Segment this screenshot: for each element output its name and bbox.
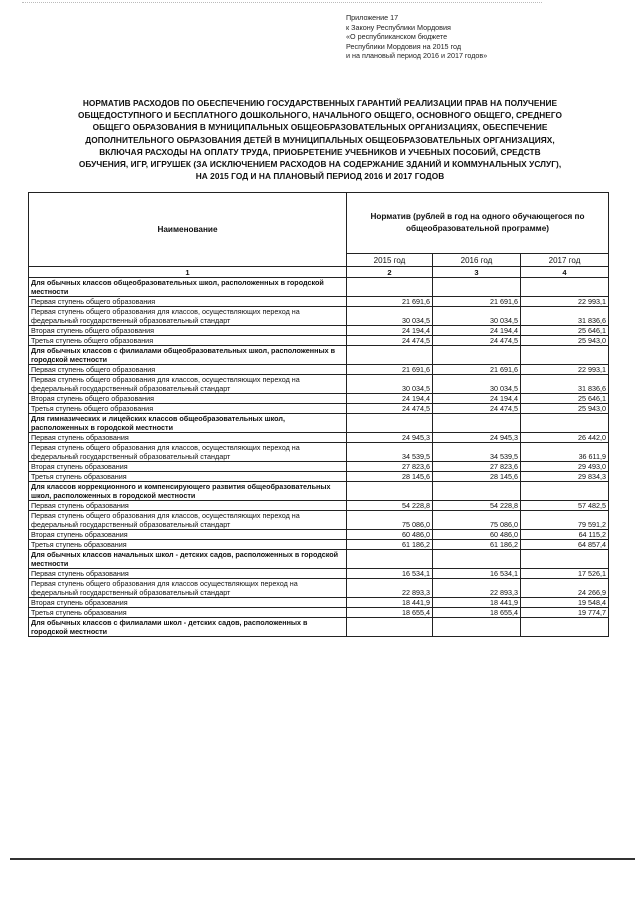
value-2016-cell: 22 893,3 [433, 579, 521, 598]
row-name-cell: Для обычных классов с филиалами общеобразовательных школ, расположенных в городской местности [29, 346, 347, 365]
table-row [29, 394, 609, 404]
value-2017-cell: 25 943,0 [521, 336, 609, 346]
row-name-cell: Третья ступень образования [29, 540, 347, 550]
annex-line: «О республиканском бюджете [346, 32, 448, 42]
value-2015-cell: 18 655,4 [347, 608, 433, 618]
value-2017-cell: 31 836,6 [521, 375, 609, 394]
value-2015-cell: 61 186,2 [347, 540, 433, 550]
value-2017-cell: 29 493,0 [521, 462, 609, 472]
value-2016-cell: 24 474,5 [433, 336, 521, 346]
value-2017-cell: 25 943,0 [521, 404, 609, 414]
value-2015-cell: 28 145,6 [347, 472, 433, 482]
table-row [29, 443, 609, 462]
group-header-row [29, 618, 609, 637]
value-2017-cell [521, 278, 609, 297]
group-header-row [29, 414, 609, 433]
value-2015-cell: 30 034,5 [347, 375, 433, 394]
header-year-2015: 2015 год [347, 254, 433, 267]
row-name-cell: Первая ступень общего образования [29, 365, 347, 375]
header-norm: Норматив (рублей в год на одного обучающегося по общеобразовательной программе) [347, 193, 609, 254]
value-2015-cell: 21 691,6 [347, 365, 433, 375]
value-2015-cell: 34 539,5 [347, 443, 433, 462]
row-name-cell: Первая ступень общего образования для классов, осуществляющих переход на федеральный государственный образовательный стандарт [29, 307, 347, 326]
value-2017-cell: 26 442,0 [521, 433, 609, 443]
value-2015-cell: 21 691,6 [347, 297, 433, 307]
value-2015-cell [347, 414, 433, 433]
value-2017-cell: 36 611,9 [521, 443, 609, 462]
title-line: ОБУЧЕНИЯ, ИГР, ИГРУШЕК (ЗА ИСКЛЮЧЕНИЕМ РАСХОДОВ НА СОДЕРЖАНИЕ ЗДАНИЙ И КОММУНАЛЬНЫХ УСЛУГ), [78, 159, 562, 170]
table-row [29, 501, 609, 511]
value-2017-cell: 22 993,1 [521, 297, 609, 307]
value-2016-cell: 21 691,6 [433, 365, 521, 375]
table-row [29, 608, 609, 618]
value-2017-cell [521, 414, 609, 433]
scan-bottom-border [10, 858, 635, 860]
row-name-cell: Для обычных классов общеобразовательных школ, расположенных в городской местности [29, 278, 347, 297]
value-2015-cell [347, 482, 433, 501]
table-row [29, 462, 609, 472]
annex-line: и на плановый период 2016 и 2017 годов» [346, 51, 488, 61]
document-title [20, 97, 620, 182]
row-name-cell: Для обычных классов с филиалами школ - детских садов, расположенных в городской местности [29, 618, 347, 637]
table-row [29, 365, 609, 375]
annex-line: Приложение 17 [346, 13, 399, 22]
header-name: Наименование [29, 193, 347, 267]
value-2017-cell: 19 548,4 [521, 598, 609, 608]
value-2017-cell: 29 834,3 [521, 472, 609, 482]
value-2015-cell [347, 346, 433, 365]
row-name-cell: Первая ступень общего образования [29, 297, 347, 307]
row-name-cell: Первая ступень общего образования для классов осуществляющих переход на федеральный государственный образовательный стандарт [29, 579, 347, 598]
value-2016-cell: 21 691,6 [433, 297, 521, 307]
value-2016-cell: 24 945,3 [433, 433, 521, 443]
title-line: ВКЛЮЧАЯ РАСХОДЫ НА ОПЛАТУ ТРУДА, ПРИОБРЕТЕНИЕ УЧЕБНИКОВ И УЧЕБНЫХ ПОСОБИЙ, СРЕДСТВ [99, 146, 541, 157]
group-header-row [29, 346, 609, 365]
value-2015-cell: 16 534,1 [347, 569, 433, 579]
value-2017-cell: 79 591,2 [521, 511, 609, 530]
row-name-cell: Вторая ступень образования [29, 598, 347, 608]
value-2017-cell: 25 646,1 [521, 326, 609, 336]
value-2017-cell [521, 550, 609, 569]
table-row [29, 326, 609, 336]
value-2016-cell: 34 539,5 [433, 443, 521, 462]
value-2016-cell: 54 228,8 [433, 501, 521, 511]
value-2015-cell: 75 086,0 [347, 511, 433, 530]
header-col-number: 3 [433, 267, 521, 278]
value-2016-cell [433, 346, 521, 365]
table-body [29, 278, 609, 637]
value-2016-cell: 24 194,4 [433, 394, 521, 404]
table-row [29, 307, 609, 326]
value-2016-cell [433, 482, 521, 501]
annex-line: Республики Мордовия на 2015 год [346, 41, 462, 51]
value-2016-cell: 61 186,2 [433, 540, 521, 550]
value-2016-cell: 75 086,0 [433, 511, 521, 530]
header-year-2017: 2017 год [521, 254, 609, 267]
value-2016-cell [433, 550, 521, 569]
row-name-cell: Для гимназических и лицейских классов общеобразовательных школ, расположенных в городской местности [29, 414, 347, 433]
value-2017-cell [521, 482, 609, 501]
value-2015-cell: 24 474,5 [347, 336, 433, 346]
value-2015-cell: 54 228,8 [347, 501, 433, 511]
value-2016-cell [433, 278, 521, 297]
table-row [29, 530, 609, 540]
value-2015-cell [347, 550, 433, 569]
value-2016-cell: 24 474,5 [433, 404, 521, 414]
value-2017-cell: 25 646,1 [521, 394, 609, 404]
group-header-row [29, 278, 609, 297]
value-2017-cell [521, 618, 609, 637]
title-line: ДОПОЛНИТЕЛЬНОГО ОБРАЗОВАНИЯ ДЕТЕЙ В МУНИЦИПАЛЬНЫХ ОБЩЕОБРАЗОВАТЕЛЬНЫХ ОРГАНИЗАЦИЯХ, [85, 134, 555, 145]
value-2015-cell: 60 486,0 [347, 530, 433, 540]
value-2017-cell: 64 857,4 [521, 540, 609, 550]
table-row [29, 472, 609, 482]
value-2017-cell: 57 482,5 [521, 501, 609, 511]
group-header-row [29, 482, 609, 501]
table-row [29, 375, 609, 394]
row-name-cell: Вторая ступень общего образования [29, 326, 347, 336]
title-line: НА 2015 ГОД И НА ПЛАНОВЫЙ ПЕРИОД 2016 И 2017 ГОДОВ [195, 171, 445, 182]
value-2016-cell: 30 034,5 [433, 307, 521, 326]
table-row [29, 336, 609, 346]
title-line: ОБЩЕДОСТУПНОГО И БЕСПЛАТНОГО ДОШКОЛЬНОГО, НАЧАЛЬНОГО ОБЩЕГО, ОСНОВНОГО ОБЩЕГО, СРЕДНЕГО [78, 110, 562, 121]
row-name-cell: Для классов коррекционного и компенсирующего развития общеобразовательных школ, расположенных в городской местности [29, 482, 347, 501]
row-name-cell: Первая ступень общего образования для классов, осуществляющих переход на федеральный государственный образовательный стандарт [29, 375, 347, 394]
value-2015-cell: 24 194,4 [347, 326, 433, 336]
table-row [29, 569, 609, 579]
table-row [29, 540, 609, 550]
value-2016-cell: 30 034,5 [433, 375, 521, 394]
scan-top-border [22, 2, 542, 3]
row-name-cell: Первая ступень общего образования для классов, осуществляющих переход на федеральный государственный образовательный стандарт [29, 511, 347, 530]
value-2017-cell [521, 346, 609, 365]
value-2017-cell: 17 526,1 [521, 569, 609, 579]
group-header-row [29, 550, 609, 569]
title-line: ОБЩЕГО ОБРАЗОВАНИЯ В МУНИЦИПАЛЬНЫХ ОБЩЕОБРАЗОВАТЕЛЬНЫХ ОРГАНИЗАЦИЯХ, ОБЕСПЕЧЕНИЕ [92, 122, 548, 133]
table-row [29, 297, 609, 307]
value-2015-cell: 22 893,3 [347, 579, 433, 598]
value-2015-cell: 30 034,5 [347, 307, 433, 326]
table-row [29, 579, 609, 598]
row-name-cell: Первая ступень образования [29, 501, 347, 511]
value-2017-cell: 64 115,2 [521, 530, 609, 540]
value-2017-cell: 31 836,6 [521, 307, 609, 326]
value-2016-cell: 18 655,4 [433, 608, 521, 618]
row-name-cell: Первая ступень общего образования для классов, осуществляющих переход на федеральный государственный образовательный стандарт [29, 443, 347, 462]
table-row [29, 433, 609, 443]
row-name-cell: Третья ступень общего образования [29, 336, 347, 346]
header-col-number: 2 [347, 267, 433, 278]
header-col-number: 4 [521, 267, 609, 278]
value-2016-cell: 24 194,4 [433, 326, 521, 336]
value-2015-cell [347, 618, 433, 637]
value-2015-cell: 27 823,6 [347, 462, 433, 472]
header-year-2016: 2016 год [433, 254, 521, 267]
value-2015-cell: 18 441,9 [347, 598, 433, 608]
row-name-cell: Третья ступень образования [29, 608, 347, 618]
value-2016-cell: 60 486,0 [433, 530, 521, 540]
table-row [29, 598, 609, 608]
row-name-cell: Первая ступень образования [29, 569, 347, 579]
annex-line: к Закону Республики Мордовия [346, 22, 451, 32]
row-name-cell: Вторая ступень общего образования [29, 394, 347, 404]
value-2017-cell: 22 993,1 [521, 365, 609, 375]
value-2015-cell: 24 474,5 [347, 404, 433, 414]
table-row [29, 404, 609, 414]
header-col-number: 1 [29, 267, 347, 278]
value-2016-cell: 18 441,9 [433, 598, 521, 608]
value-2015-cell: 24 945,3 [347, 433, 433, 443]
table-row [29, 511, 609, 530]
norms-table [28, 192, 609, 637]
row-name-cell: Третья ступень образования [29, 472, 347, 482]
row-name-cell: Третья ступень общего образования [29, 404, 347, 414]
value-2017-cell: 24 266,9 [521, 579, 609, 598]
value-2016-cell: 16 534,1 [433, 569, 521, 579]
row-name-cell: Вторая ступень образования [29, 530, 347, 540]
value-2016-cell: 27 823,6 [433, 462, 521, 472]
value-2016-cell [433, 618, 521, 637]
value-2015-cell: 24 194,4 [347, 394, 433, 404]
annex-reference [346, 13, 487, 61]
title-line: НОРМАТИВ РАСХОДОВ ПО ОБЕСПЕЧЕНИЮ ГОСУДАРСТВЕННЫХ ГАРАНТИЙ РЕАЛИЗАЦИИ ПРАВ НА ПОЛУЧЕНИЕ [82, 98, 558, 108]
value-2015-cell [347, 278, 433, 297]
value-2016-cell [433, 414, 521, 433]
row-name-cell: Вторая ступень образования [29, 462, 347, 472]
value-2017-cell: 19 774,7 [521, 608, 609, 618]
value-2016-cell: 28 145,6 [433, 472, 521, 482]
row-name-cell: Первая ступень образования [29, 433, 347, 443]
row-name-cell: Для обычных классов начальных школ - детских садов, расположенных в городской местности [29, 550, 347, 569]
